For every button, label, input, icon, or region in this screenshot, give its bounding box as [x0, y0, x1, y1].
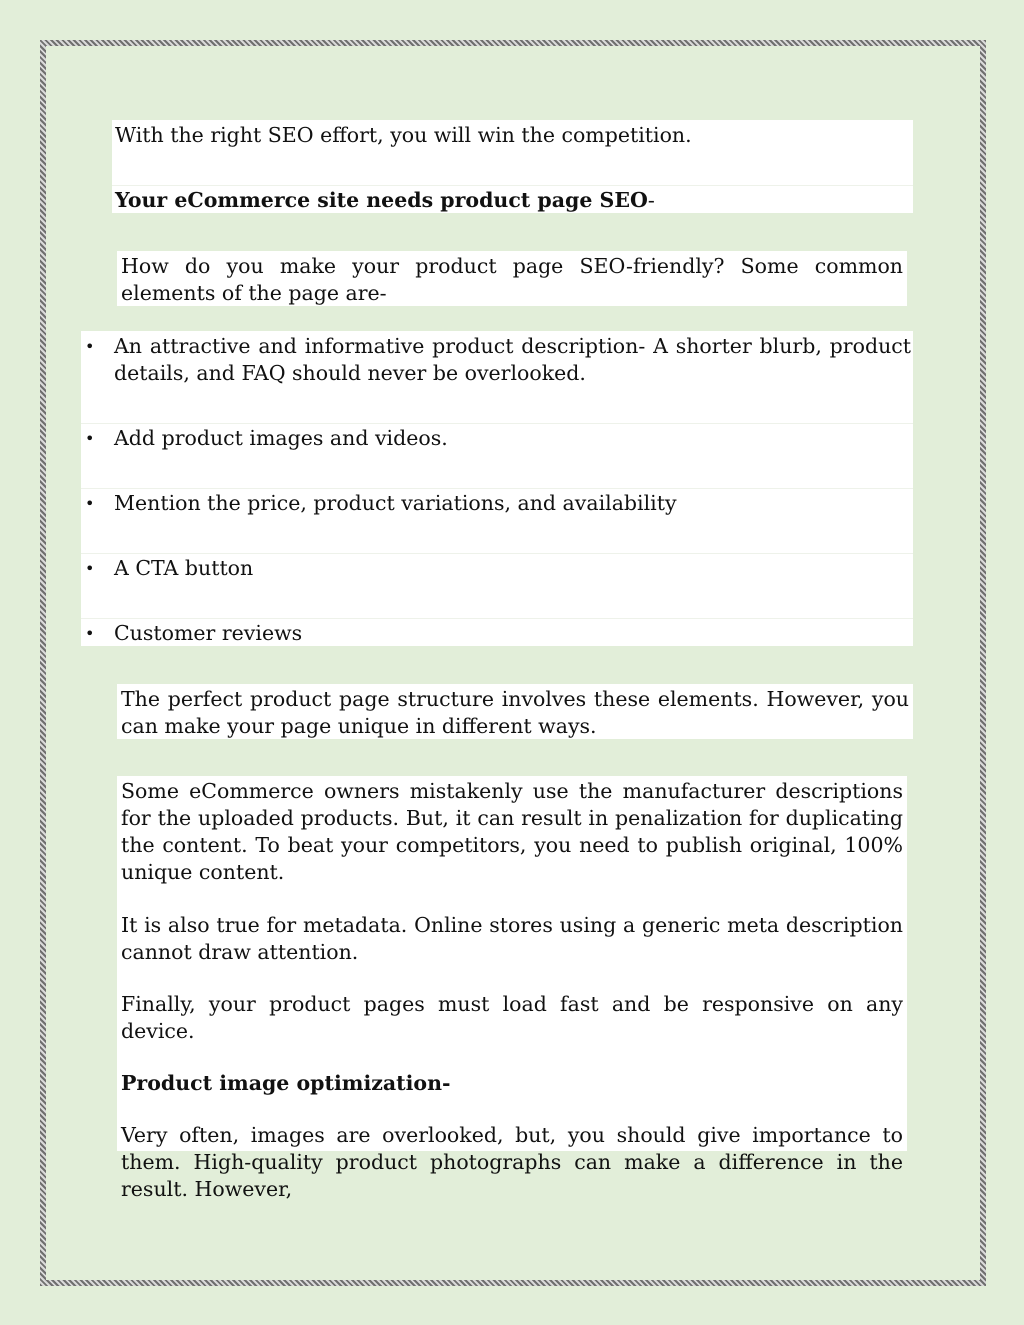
image-optimization-heading: Product image optimization-	[121, 1071, 451, 1095]
unique-content-paragraph: Some eCommerce owners mistakenly use the manufacturer descriptions for the uploaded products. But, it can result in penalization for duplicating the content. To beat your competitors, you need to publish original, 100% unique content.	[121, 779, 903, 884]
list-item-text: A CTA button	[114, 556, 254, 580]
structure-block	[117, 684, 913, 739]
list-item-text: Mention the price, product variations, and availability	[114, 491, 677, 515]
content-block	[117, 776, 907, 1201]
divider	[81, 618, 913, 619]
image-paragraph: Very often, images are overlooked, but, you should give importance to them. High-quality product photographs can make a difference in the result. However,	[121, 1123, 903, 1201]
bullet-icon: •	[85, 559, 95, 578]
list-item	[81, 333, 913, 423]
divider	[81, 488, 913, 489]
list-item	[81, 620, 913, 646]
structure-paragraph: The perfect product page structure involves these elements. However, you can make your page unique in different ways.	[121, 687, 909, 738]
load-speed-paragraph: Finally, your product pages must load fast and be responsive on any device.	[121, 992, 903, 1043]
bullet-icon: •	[85, 337, 95, 356]
bullet-icon: •	[85, 624, 95, 643]
bullet-icon: •	[85, 429, 95, 448]
intro-sentence: With the right SEO effort, you will win the competition.	[115, 123, 692, 147]
section-heading	[115, 187, 913, 214]
list-item-text: An attractive and informative product description- A shorter blurb, product details, and FAQ should never be overlooked.	[114, 334, 911, 385]
bullet-list	[81, 331, 913, 646]
divider	[112, 185, 913, 186]
list-item	[81, 555, 913, 615]
metadata-paragraph: It is also true for metadata. Online stores using a generic meta description cannot draw attention.	[121, 913, 903, 964]
question-block	[117, 251, 907, 306]
divider	[81, 423, 913, 424]
list-item	[81, 425, 913, 485]
bullet-icon: •	[85, 494, 95, 513]
section-heading-text: Your eCommerce site needs product page SEO	[115, 188, 648, 212]
list-item-text: Add product images and videos.	[114, 426, 448, 450]
list-item	[81, 490, 913, 550]
divider	[81, 553, 913, 554]
intro-block	[112, 120, 913, 213]
question-paragraph: How do you make your product page SEO-friendly? Some common elements of the page are-	[121, 254, 903, 305]
list-item-text: Customer reviews	[114, 621, 303, 645]
section-heading-suffix: -	[647, 188, 655, 212]
